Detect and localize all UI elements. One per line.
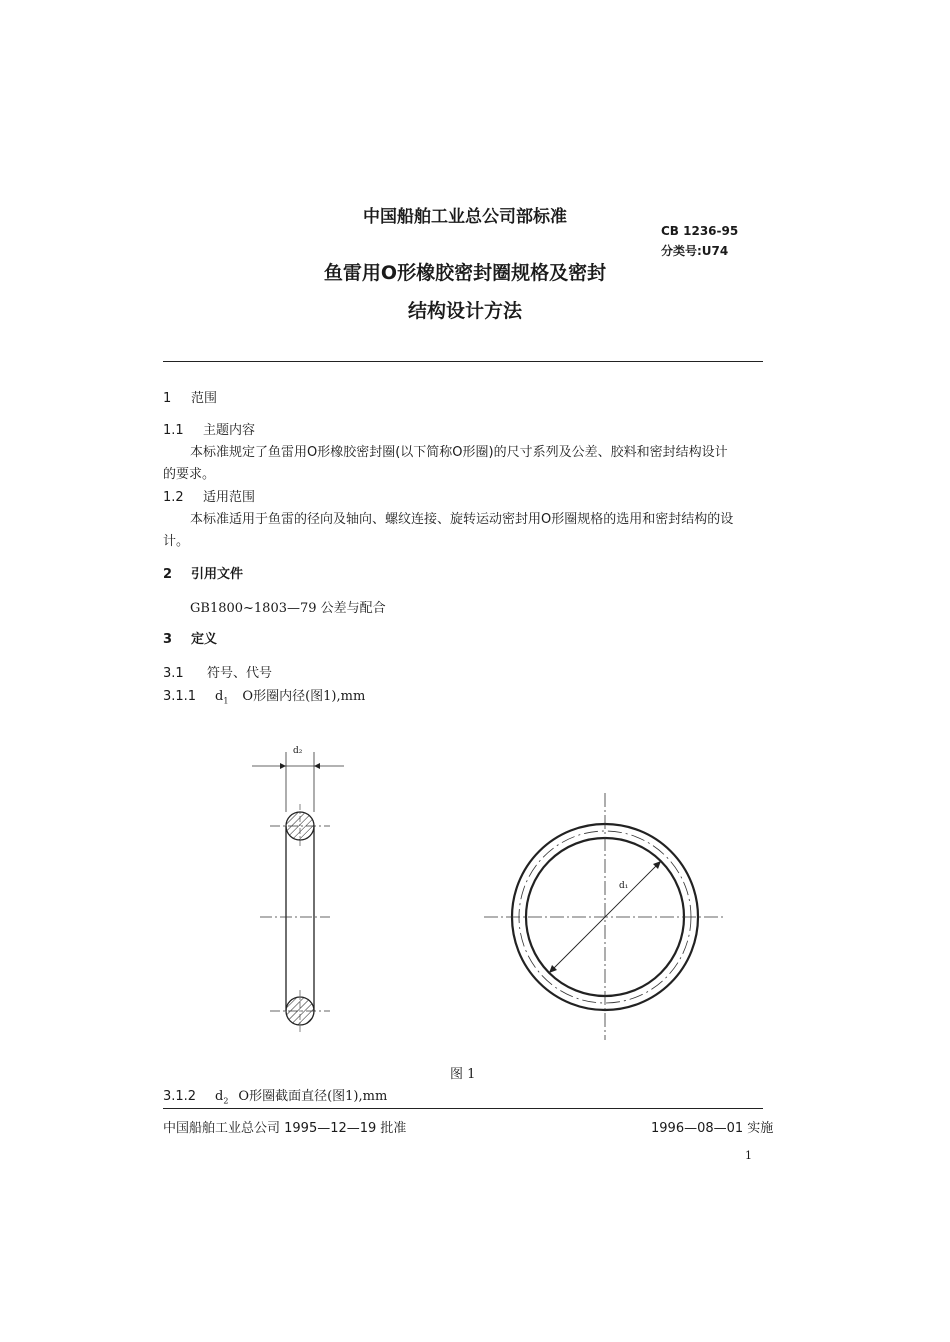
section-title: 主题内容	[203, 423, 256, 438]
section-number: 1.2	[163, 490, 184, 505]
effective-date: 1996—08—01 实施	[651, 1121, 774, 1136]
classification-number: 分类号:U74	[661, 244, 729, 258]
symbol: d	[215, 1089, 224, 1104]
section-1-1-text-line1: 本标准规定了鱼雷用O形橡胶密封圈(以下简称O形圈)的尺寸系列及公差、胶料和密封结构设计	[190, 445, 728, 460]
section-title: 范围	[191, 391, 218, 406]
section-number: 3	[163, 632, 173, 647]
section-title: 引用文件	[191, 567, 244, 582]
section-title: 定义	[191, 632, 218, 647]
document-title-line1: 鱼雷用O形橡胶密封圈规格及密封	[323, 262, 607, 284]
section-number: 3.1.2	[163, 1089, 197, 1104]
section-number: 1	[163, 391, 172, 406]
section-title: 符号、代号	[207, 666, 273, 681]
standard-code: CB 1236-95	[661, 224, 739, 238]
section-1-2-text-line1: 本标准适用于鱼雷的径向及轴向、螺纹连接、旋转运动密封用O形圈规格的选用和密封结构的设	[190, 512, 734, 527]
section-number: 2	[163, 567, 173, 582]
o-ring-section-view	[252, 752, 344, 1032]
symbol-subscript: 2	[223, 1096, 229, 1106]
symbol: d	[215, 689, 224, 704]
section-1-1-text-line2: 的要求。	[163, 467, 216, 482]
issuing-organization: 中国船舶工业总公司部标准	[363, 207, 567, 227]
footer-rule	[163, 1108, 763, 1109]
definition-text: O形圈内径(图1),mm	[242, 689, 366, 704]
symbol-subscript: 1	[223, 696, 229, 706]
page-number: 1	[745, 1149, 752, 1162]
section-number: 3.1	[163, 666, 184, 681]
definition-text: O形圈截面直径(图1),mm	[238, 1089, 388, 1104]
section-title: 适用范围	[203, 490, 256, 505]
o-ring-front-view	[484, 793, 724, 1040]
section-number: 1.1	[163, 423, 184, 438]
figure-caption: 图 1	[450, 1067, 476, 1082]
label-d1: d₁	[619, 881, 629, 891]
section-number: 3.1.1	[163, 689, 197, 704]
label-d2: d₂	[293, 746, 303, 756]
document-title-line2: 结构设计方法	[407, 300, 522, 322]
definition-d2	[163, 1085, 387, 1106]
referenced-document: GB1800~1803—79 公差与配合	[190, 601, 386, 616]
section-1-2-text-line2: 计。	[163, 534, 190, 549]
approval-line: 中国船舶工业总公司 1995—12—19 批准	[163, 1121, 407, 1136]
